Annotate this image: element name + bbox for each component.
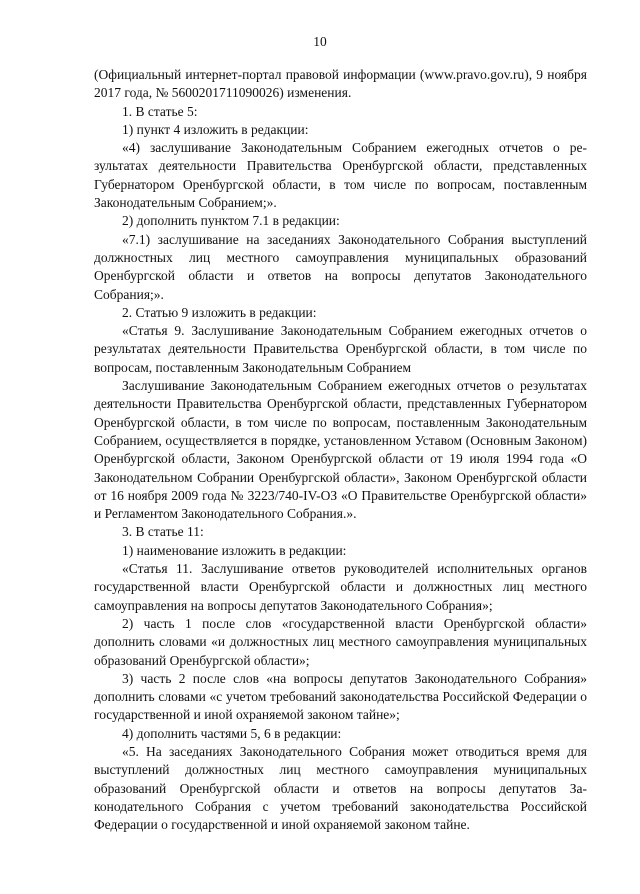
paragraph-parts-5-6-heading: 4) дополнить частями 5, 6 в редакции: bbox=[122, 725, 342, 741]
paragraph-article-9-title: «Статья 9. Заслушивание Законодательным Собранием ежегодных отчетов о результатах деятельности Правительства Оренбургской области, в том числе по вопросам, поставленным Законодательным Собранием bbox=[94, 323, 587, 375]
document-body bbox=[94, 66, 587, 834]
paragraph-item-4-text: «4) заслушивание Законодательным Собранием ежегодных отчетов о результатах деятельности Правительства Оренбургской области, представленных Губернатором Оренбургской области, в том числе по вопросам, поставленным Законодательным Собранием;». bbox=[94, 140, 587, 211]
paragraph-part-1-amendment: 2) часть 1 после слов «государственной власти Оренбургской области» дополнить словами «и должностных лиц местного самоуправления муниципальных образований Оренбургской области»; bbox=[94, 615, 587, 668]
page-number: 10 bbox=[313, 34, 327, 49]
paragraph-article-11-heading: 3. В статье 11: bbox=[122, 524, 204, 540]
paragraph-part-2-amendment: 3) часть 2 после слов «на вопросы депутатов Законодательного Собрания» дополнить словами «с учетом требований законодательства Российской Федерации о государственной и иной охраняемой законом тайне»; bbox=[94, 670, 587, 723]
paragraph-item-2-heading: 2) дополнить пунктом 7.1 в редакции: bbox=[122, 213, 340, 229]
paragraph-article-9-body: Заслушивание Законодательным Собранием ежегодных отчетов о результатах деятельности Правительства Оренбургской области, представленных Губернатором Оренбургской области, в том числе по вопросам, поставленным Законодательным Собранием, осуществляется в порядке, установленном Уставом (Основным Законом) Оренбургской области, Законом Оренбургской области от 19 июля 1994 года «О Законодательном Собрании Оренбургской области», Законом Оренбургской области от 16 ноября 2009 года № 3223/740-IV-ОЗ «О Правительстве Оренбургской области» и Регламентом Законодательного Собрания.». bbox=[94, 378, 587, 522]
paragraph-article-11-title: «Статья 11. Заслушивание ответов руководителей исполнительных органов государственной власти Оренбургской области и должностных лиц местного самоуправления на вопросы депутатов Законодательного Собрания»; bbox=[94, 561, 587, 613]
paragraph-article-5-heading: 1. В статье 5: bbox=[122, 103, 198, 119]
paragraph-intro: (Официальный интернет-портал правовой информации (www.pravo.gov.ru), 9 ноября 2017 года, № 5600201711090026) изменения. bbox=[94, 67, 587, 101]
paragraph-item-1-heading: 1) пункт 4 изложить в редакции: bbox=[122, 121, 309, 137]
paragraph-name-heading: 1) наименование изложить в редакции: bbox=[122, 542, 347, 558]
paragraph-part-5-text: «5. На заседаниях Законодательного Собрания может отводиться время для выступлений должностных лиц местного самоуправления муниципальных образований Оренбургской области и ответов на вопросы депутатов Законодательного Собрания с учетом требований законодательства Российской Федерации о государственной и иной охраняемой законом тайне. bbox=[94, 743, 587, 833]
paragraph-item-7-1-text: «7.1) заслушивание на заседаниях Законодательного Собрания выступлений должностных лиц местного самоуправления муниципальных образований Оренбургской области и ответов на вопросы депутатов Законодательного Собрания;». bbox=[94, 231, 587, 302]
paragraph-article-9-heading: 2. Статью 9 изложить в редакции: bbox=[122, 304, 317, 320]
